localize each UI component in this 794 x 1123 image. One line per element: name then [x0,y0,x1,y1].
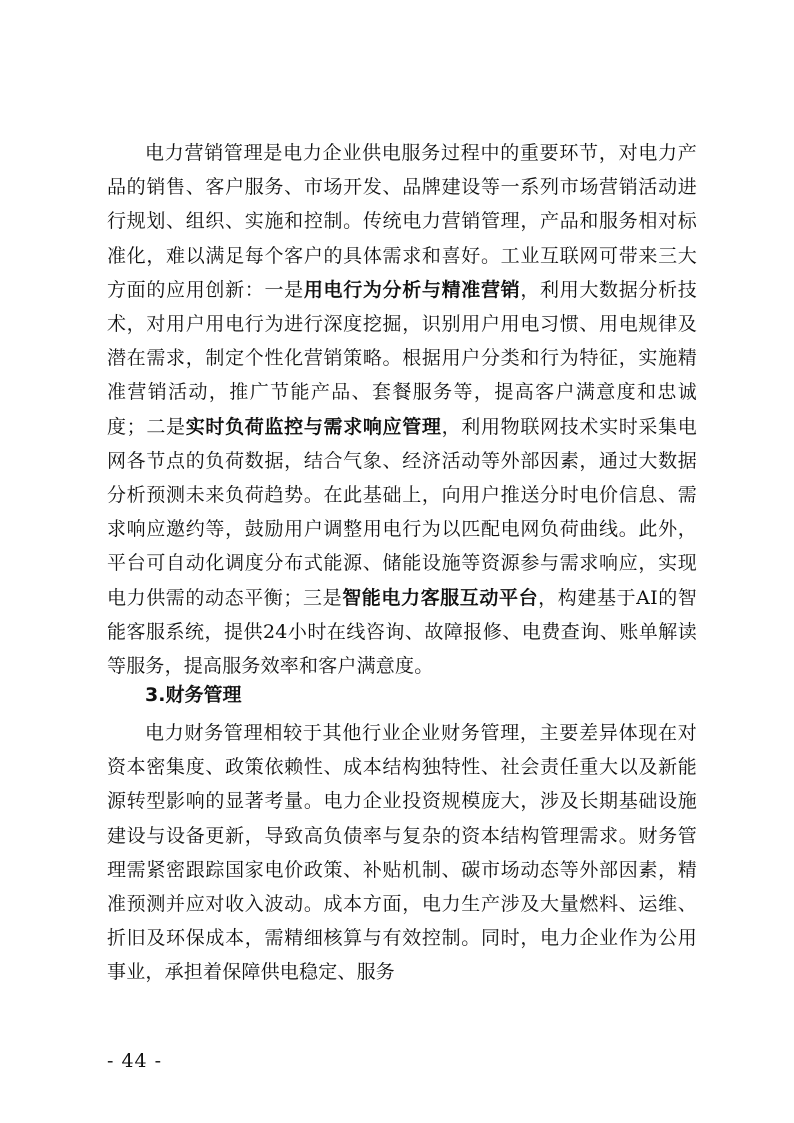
section-heading-financial-management: 3.财务管理 [145,684,242,706]
bold-term-load-monitoring: 实时负荷监控与需求响应管理 [185,415,442,438]
paragraph-text-1: ，利用大数据分析技术，对用户用电行为进行深度挖掘，识别用户用电习惯、用电规律及潜在需求，制定个性化营销策略。根据用户分类和行为特征，实施精准营销活动，推广节能产品、套餐服务等，提高客户满意度和忠诚度；二是 [107,278,697,438]
paragraph-text-3: ，构建基于AI的智能客服系统，提供24小时在线咨询、故障报修、电费查询、账单解读等服务，提高服务效率和客户满意度。 [107,586,697,678]
bold-term-user-behavior-analysis: 用电行为分析与精准营销 [303,278,521,301]
page-number: - 44 - [107,1050,163,1072]
bold-term-smart-customer-service: 智能电力客服互动平台 [342,586,539,609]
paragraph-text-2: ，利用物联网技术实时采集电网各节点的负荷数据，结合气象、经济活动等外部因素，通过大数据分析预测未来负荷趋势。在此基础上，向用户推送分时电价信息、需求响应邀约等，鼓励用户调整用电行为以匹配电网负荷曲线。此外，平台可自动化调度分布式能源、储能设施等资源参与需求响应，实现电力供需的动态平衡；三是 [107,415,697,609]
paragraph-intro-text: 电力营销管理是电力企业供电服务过程中的重要环节，对电力产品的销售、客户服务、市场开发、品牌建设等一系列市场营销活动进行规划、组织、实施和控制。传统电力营销管理，产品和服务相对标准化，难以满足每个客户的具体需求和喜好。工业互联网可带来三大方面的应用创新：一是 [107,142,697,301]
financial-management-paragraph: 电力财务管理相较于其他行业企业财务管理，主要差异体现在对资本密集度、政策依赖性、成本结构独特性、社会责任重大以及新能源转型影响的显著考量。电力企业投资规模庞大，涉及长期基础设施建设与设备更新，导致高负债率与复杂的资本结构管理需求。财务管理需紧密跟踪国家电价政策、补贴机制、碳市场动态等外部因素，精准预测并应对收入波动。成本方面，电力生产涉及大量燃料、运维、折旧及环保成本，需精细核算与有效控制。同时，电力企业作为公用事业，承担着保障供电稳定、服务 [107,722,697,984]
marketing-management-paragraph [107,136,697,683]
